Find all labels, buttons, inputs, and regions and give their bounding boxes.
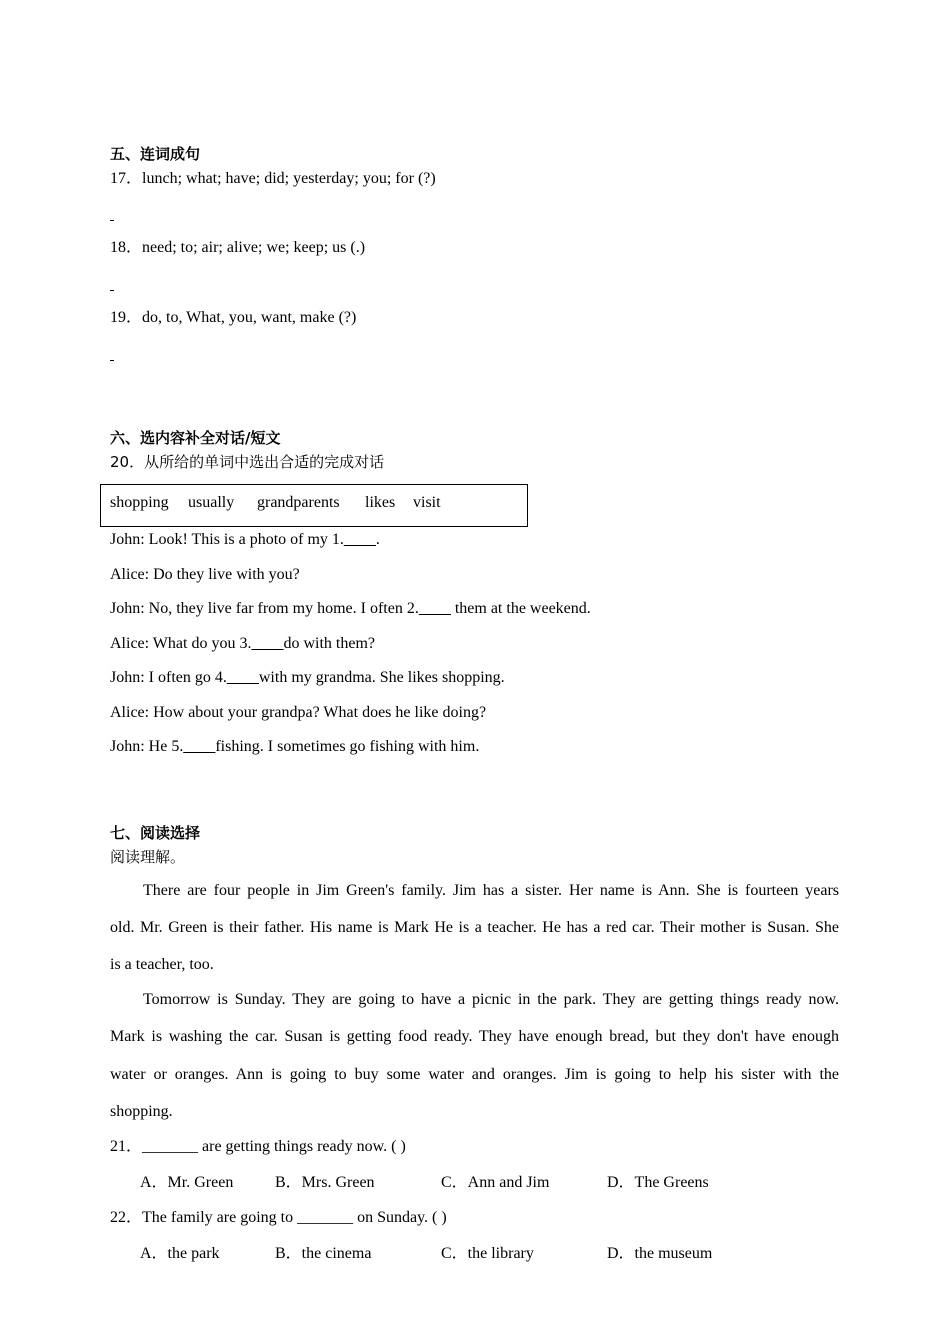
- dialogue-text: Alice: Do they live with you?: [110, 566, 300, 583]
- dialogue-text: John: Look! This is a photo of my 1.: [110, 531, 344, 548]
- dialogue-text: John: No, they live far from my home. I often 2.: [110, 600, 419, 617]
- dialogue-line: [110, 703, 486, 723]
- dialogue-text: John: I often go 4.: [110, 669, 227, 686]
- option[interactable]: C．Ann and Jim: [441, 1174, 550, 1191]
- dialogue-text: Alice: What do you 3.: [110, 635, 252, 652]
- question-number: 18．: [110, 239, 143, 256]
- option[interactable]: D．the museum: [607, 1245, 713, 1262]
- dialogue-text: Alice: How about your grandpa? What does he like doing?: [110, 704, 487, 721]
- question-20: 20．从所给的单词中选出合适的完成对话: [110, 453, 385, 471]
- question-19: [110, 308, 356, 328]
- question-num: 22．: [110, 1209, 143, 1226]
- section-7-subtitle: 阅读理解。: [110, 848, 186, 866]
- dialogue-text: them at the weekend.: [450, 600, 591, 617]
- question-text: _______ are getting things ready now. ( ): [142, 1138, 406, 1155]
- blank-0[interactable]: ____: [343, 531, 376, 548]
- blank-2[interactable]: ____: [418, 600, 451, 617]
- word-bank-item: shopping: [110, 494, 169, 511]
- passage-line: shopping.: [110, 1103, 173, 1120]
- section-7-title: 七、阅读选择: [110, 824, 201, 842]
- word-bank-item: grandparents: [257, 494, 340, 511]
- dialogue-text: .: [375, 531, 380, 548]
- question-21: [110, 1137, 406, 1157]
- dialogue-text: with my grandma. She likes shopping.: [258, 669, 505, 686]
- option[interactable]: B．the cinema: [275, 1245, 372, 1262]
- answer-line-18[interactable]: [110, 290, 114, 291]
- word-bank-item: usually: [188, 494, 235, 511]
- question-text: lunch; what; have; did; yesterday; you; for (?): [142, 170, 436, 187]
- option[interactable]: C．the library: [441, 1245, 534, 1262]
- dialogue-line: [110, 737, 479, 757]
- passage-line: Mark is washing the car. Susan is getting food ready. They have enough bread, but they don't have enough: [110, 1028, 839, 1045]
- section-6-title: 六、选内容补全对话/短文: [110, 429, 281, 447]
- question-text: The family are going to _______ on Sunday. ( ): [142, 1209, 447, 1226]
- question-number: 17．: [110, 170, 143, 187]
- passage-line: Tomorrow is Sunday. They are going to have a picnic in the park. They are getting things ready now.: [143, 991, 839, 1008]
- dialogue-text: fishing. I sometimes go fishing with him.: [215, 738, 480, 755]
- question-num: 21．: [110, 1138, 143, 1155]
- blank-3[interactable]: ____: [251, 635, 284, 652]
- dialogue-line: [110, 599, 591, 619]
- question-text: need; to; air; alive; we; keep; us (.): [142, 239, 366, 256]
- answer-line-17[interactable]: [110, 220, 114, 221]
- dialogue-text: John: He 5.: [110, 738, 184, 755]
- question-18: [110, 238, 365, 258]
- passage-line: There are four people in Jim Green's family. Jim has a sister. Her name is Ann. She is fourteen years: [143, 882, 839, 899]
- question-22: [110, 1208, 447, 1228]
- blank-6[interactable]: ____: [183, 738, 216, 755]
- dialogue-line: [110, 530, 380, 550]
- section-5-title: 五、连词成句: [110, 145, 201, 163]
- passage-line: old. Mr. Green is their father. His name is Mark He is a teacher. He has a red car. Their mother is Susan. She: [110, 919, 839, 936]
- option[interactable]: A．the park: [140, 1245, 220, 1262]
- dialogue-line: [110, 634, 375, 654]
- question-text: do, to, What, you, want, make (?): [142, 309, 357, 326]
- word-bank-item: likes: [365, 494, 396, 511]
- word-bank: [100, 484, 528, 527]
- word-bank-item: visit: [413, 494, 441, 511]
- option[interactable]: D．The Greens: [607, 1174, 709, 1191]
- question-17: [110, 169, 436, 189]
- question-number: 19．: [110, 309, 143, 326]
- blank-4[interactable]: ____: [226, 669, 259, 686]
- dialogue-line: [110, 668, 505, 688]
- answer-line-19[interactable]: [110, 360, 114, 361]
- dialogue-line: [110, 565, 300, 585]
- passage-line: water or oranges. Ann is going to buy some water and oranges. Jim is going to help his sister with the: [110, 1066, 839, 1083]
- dialogue-text: do with them?: [283, 635, 375, 652]
- option[interactable]: A．Mr. Green: [140, 1174, 234, 1191]
- passage-line: is a teacher, too.: [110, 956, 214, 973]
- option[interactable]: B．Mrs. Green: [275, 1174, 375, 1191]
